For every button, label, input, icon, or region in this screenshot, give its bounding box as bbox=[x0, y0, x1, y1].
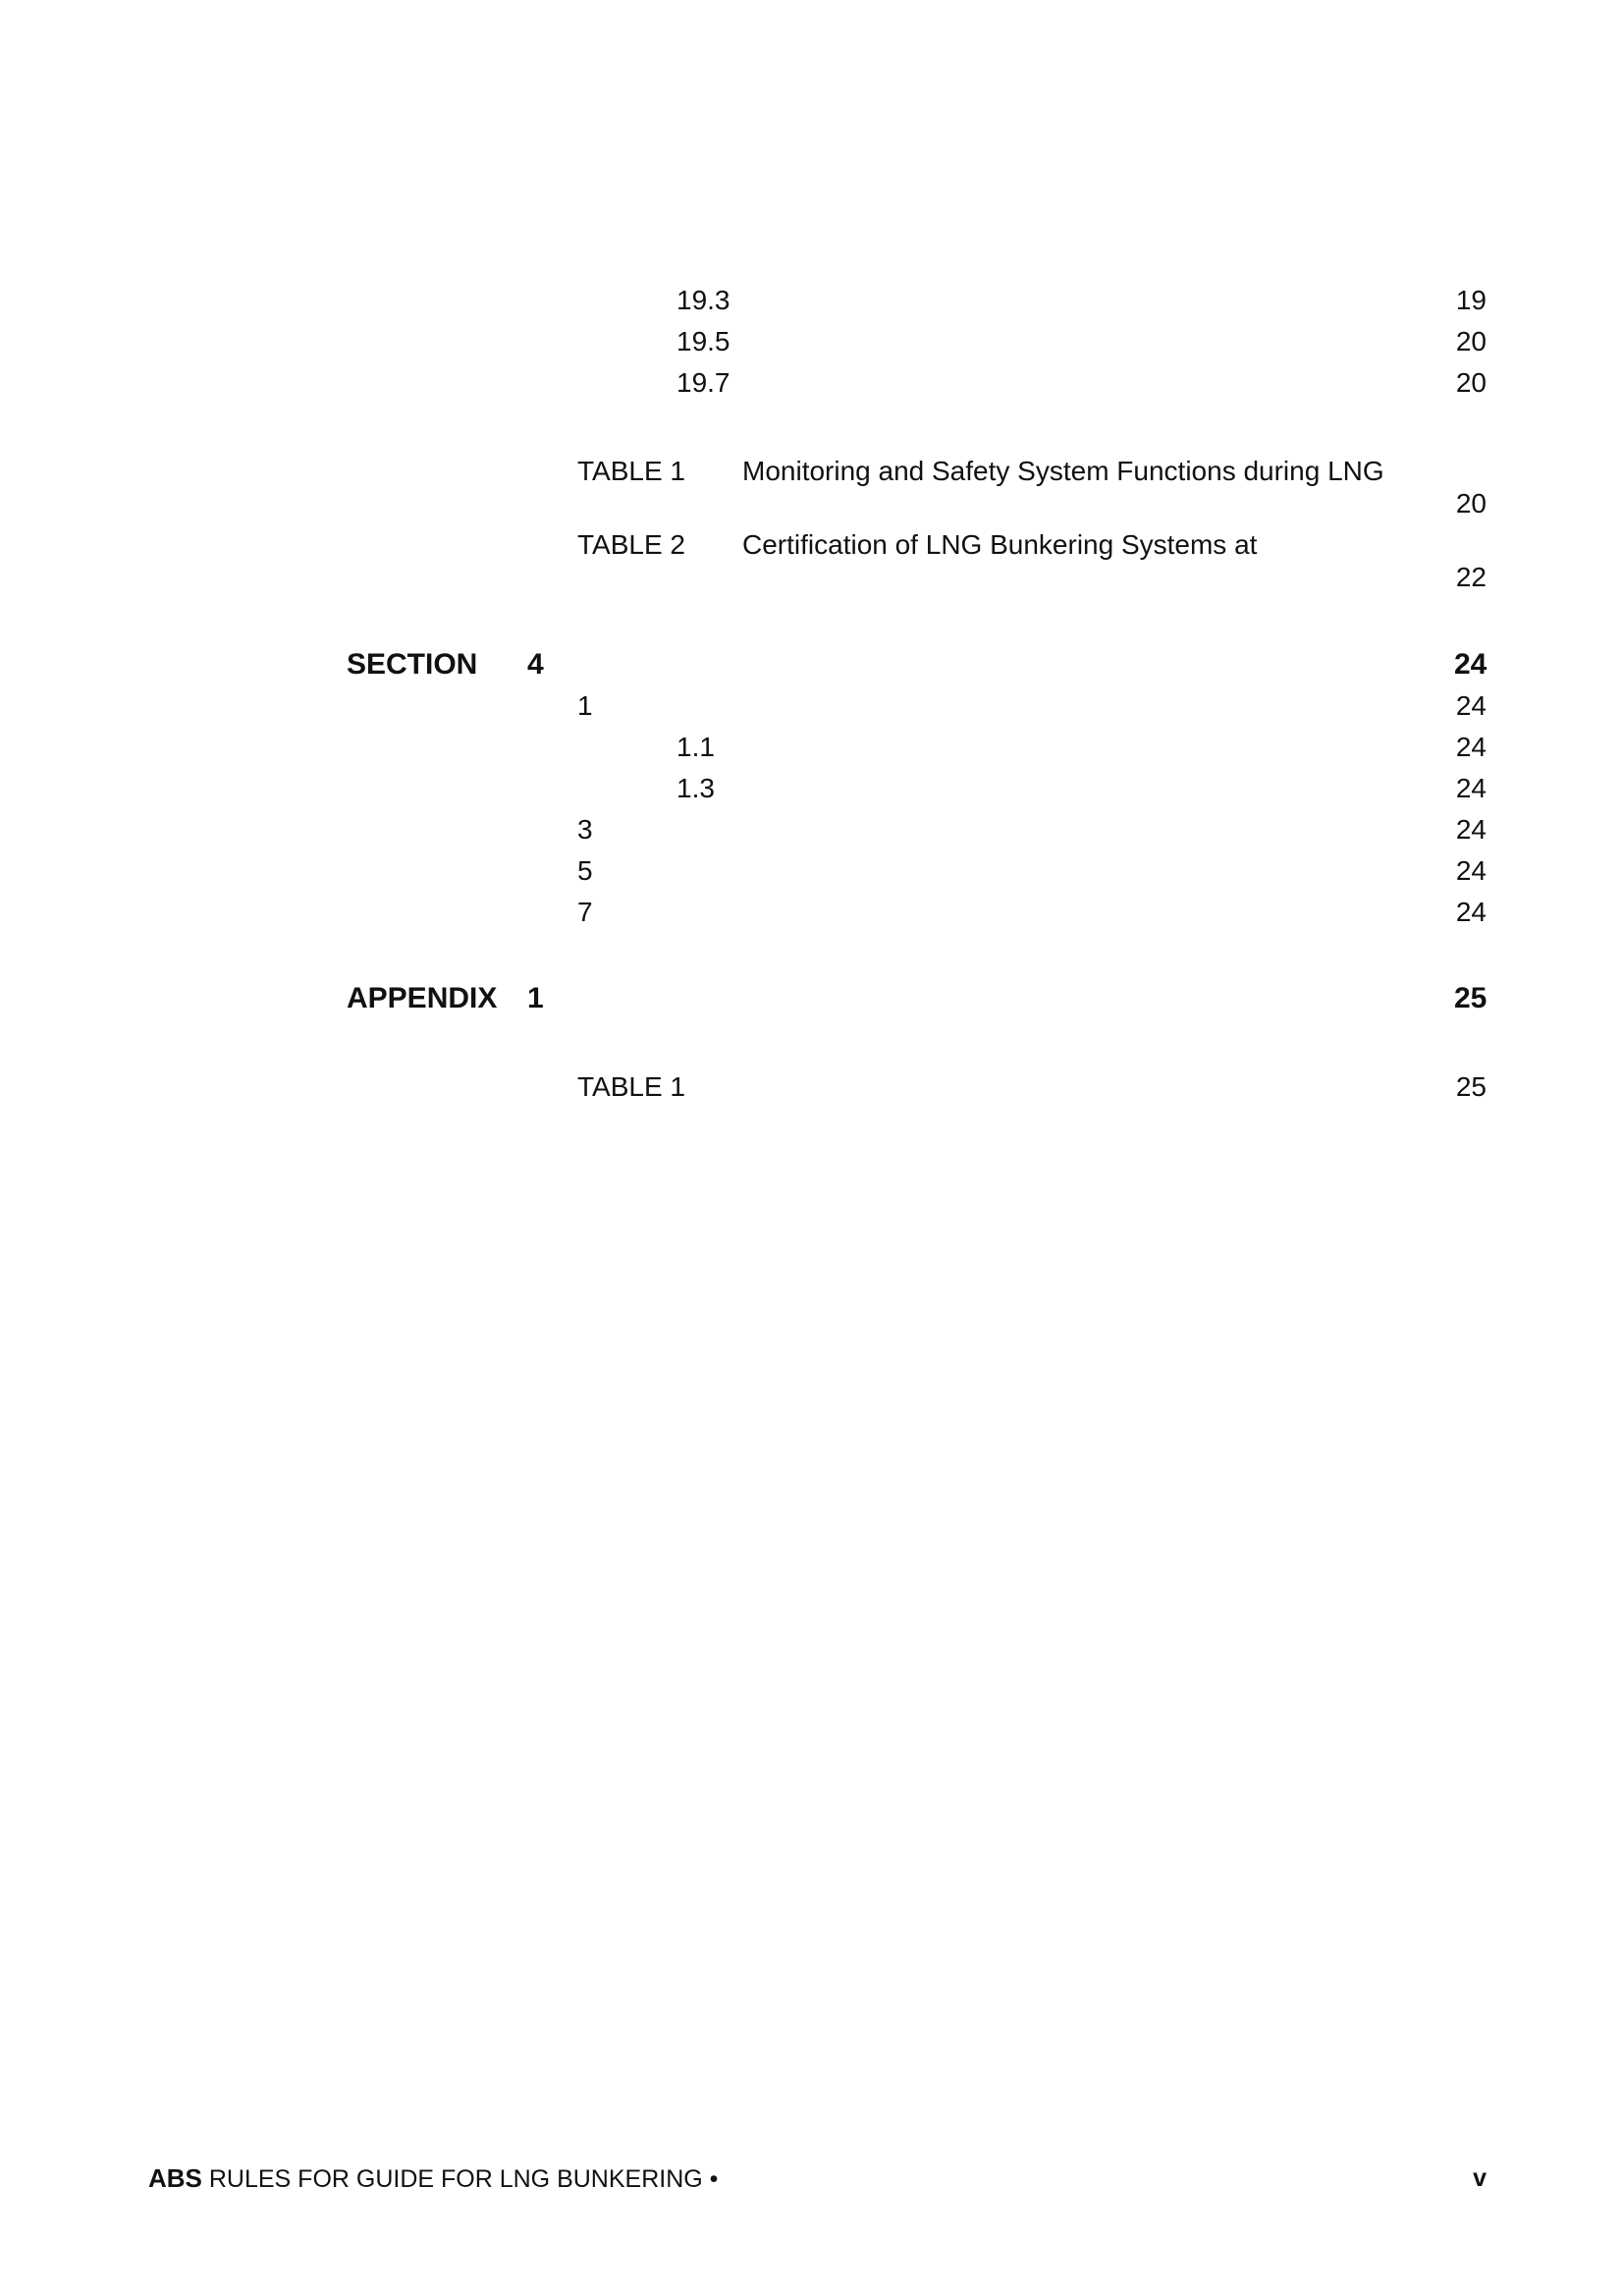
toc-table-1-line2[interactable] bbox=[0, 484, 1623, 523]
toc-entry-19-7[interactable] bbox=[0, 363, 1623, 403]
toc-entry-19-5[interactable] bbox=[0, 322, 1623, 361]
entry-page: 24 bbox=[1455, 732, 1487, 762]
section-page: 24 bbox=[1454, 648, 1488, 681]
table-label: TABLE 1 bbox=[577, 456, 685, 486]
footer-page-number: v bbox=[1473, 2164, 1487, 2192]
entry-number: 1 bbox=[577, 690, 593, 721]
entry-page: 20 bbox=[1455, 488, 1487, 519]
entry-page: 19 bbox=[1455, 285, 1487, 315]
appendix-number: 1 bbox=[527, 982, 544, 1014]
toc-entry-7[interactable] bbox=[0, 893, 1623, 932]
page-footer bbox=[148, 2159, 718, 2198]
toc-table-2-line2[interactable] bbox=[0, 558, 1623, 597]
entry-number: 1.3 bbox=[676, 773, 715, 803]
entry-page: 24 bbox=[1455, 897, 1487, 927]
entry-number: 1.1 bbox=[676, 732, 715, 762]
entry-page: 24 bbox=[1455, 814, 1487, 845]
toc-entry-1-1[interactable] bbox=[0, 728, 1623, 767]
table-title-line1: Certification of LNG Bunkering Systems at bbox=[742, 529, 1258, 560]
footer-brand: ABS bbox=[148, 2163, 202, 2193]
footer-text: RULES FOR GUIDE FOR LNG BUNKERING • bbox=[208, 2165, 719, 2193]
entry-page: 24 bbox=[1455, 773, 1487, 803]
appendix-label: APPENDIX bbox=[347, 982, 498, 1014]
entry-page: 24 bbox=[1455, 690, 1487, 721]
table-label: TABLE 2 bbox=[577, 529, 685, 560]
toc-appendix-table-1[interactable] bbox=[0, 1067, 1623, 1107]
toc-entry-1-3[interactable] bbox=[0, 769, 1623, 808]
entry-number: 19.3 bbox=[676, 285, 730, 315]
toc-appendix-1[interactable] bbox=[0, 979, 1623, 1018]
toc-entry-3[interactable] bbox=[0, 810, 1623, 849]
entry-page: 20 bbox=[1455, 326, 1487, 356]
toc-entry-19-3[interactable] bbox=[0, 281, 1623, 320]
entry-page: 24 bbox=[1455, 855, 1487, 886]
toc-entry-5[interactable] bbox=[0, 851, 1623, 891]
entry-number: 19.5 bbox=[676, 326, 730, 356]
entry-page: 22 bbox=[1455, 562, 1487, 592]
toc-entry-1[interactable] bbox=[0, 686, 1623, 726]
entry-number: 5 bbox=[577, 855, 593, 886]
entry-page: 25 bbox=[1455, 1071, 1487, 1102]
entry-page: 20 bbox=[1455, 367, 1487, 398]
entry-number: 19.7 bbox=[676, 367, 730, 398]
section-label: SECTION bbox=[347, 648, 478, 681]
appendix-page: 25 bbox=[1454, 982, 1488, 1014]
table-label: TABLE 1 bbox=[577, 1071, 685, 1102]
toc-section-4[interactable] bbox=[0, 645, 1623, 684]
entry-number: 7 bbox=[577, 897, 593, 927]
entry-number: 3 bbox=[577, 814, 593, 845]
table-title-line1: Monitoring and Safety System Functions during LNG bbox=[742, 456, 1384, 486]
section-number: 4 bbox=[527, 648, 544, 681]
